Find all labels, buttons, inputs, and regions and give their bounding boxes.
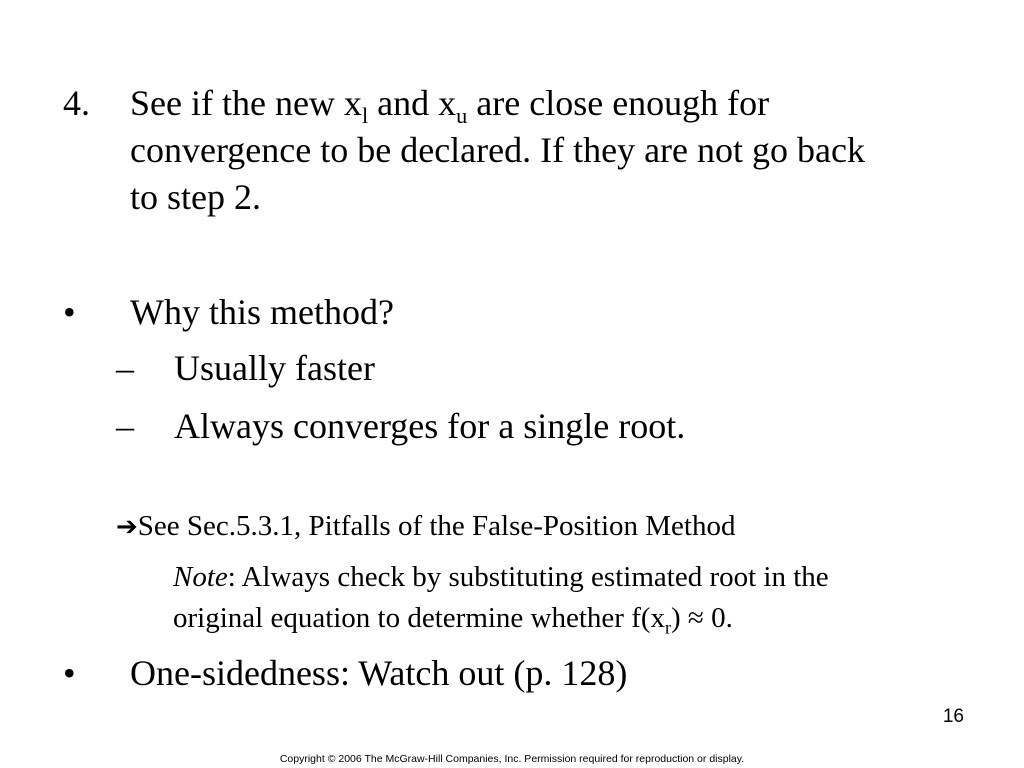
step4-text-b: and x bbox=[368, 83, 457, 123]
step4-text-c: are close enough for bbox=[467, 83, 770, 123]
bullet-why: • bbox=[63, 292, 76, 332]
copyright-notice: Copyright © 2006 The McGraw-Hill Companies, Inc. Permission required for reproduction or display. bbox=[279, 753, 745, 765]
note-line1 bbox=[173, 557, 829, 597]
step-number: 4. bbox=[63, 83, 90, 123]
note-text-1: : Always check by substituting estimated root in the bbox=[227, 561, 829, 593]
why-item-2: Always converges for a single root. bbox=[174, 406, 686, 446]
subscript-r: r bbox=[665, 617, 672, 638]
see-section-line bbox=[116, 506, 735, 547]
dash-1: – bbox=[116, 348, 134, 388]
arrow-right-icon: ➔ bbox=[116, 512, 138, 542]
one-sided-text: One-sidedness: Watch out (p. 128) bbox=[130, 653, 628, 693]
step4-text-a: See if the new x bbox=[130, 83, 362, 123]
bullet-one-sided: • bbox=[63, 653, 76, 693]
note-line2 bbox=[173, 598, 733, 638]
page-number: 16 bbox=[942, 706, 964, 727]
note-text-2a: original equation to determine whether f(x bbox=[173, 602, 666, 634]
subscript-u: u bbox=[456, 102, 468, 128]
see-section-text: See Sec.5.3.1, Pitfalls of the False-Position Method bbox=[137, 510, 736, 542]
note-text-2b: ) ≈ 0. bbox=[671, 602, 733, 634]
step4-line1 bbox=[130, 80, 769, 127]
subscript-l: l bbox=[361, 102, 369, 128]
step4-line2: convergence to be declared. If they are not go back bbox=[130, 130, 865, 170]
note-label: Note bbox=[173, 561, 228, 593]
step4-line3: to step 2. bbox=[130, 177, 261, 217]
why-item-1: Usually faster bbox=[174, 348, 375, 388]
why-heading: Why this method? bbox=[130, 292, 394, 332]
dash-2: – bbox=[116, 406, 134, 446]
